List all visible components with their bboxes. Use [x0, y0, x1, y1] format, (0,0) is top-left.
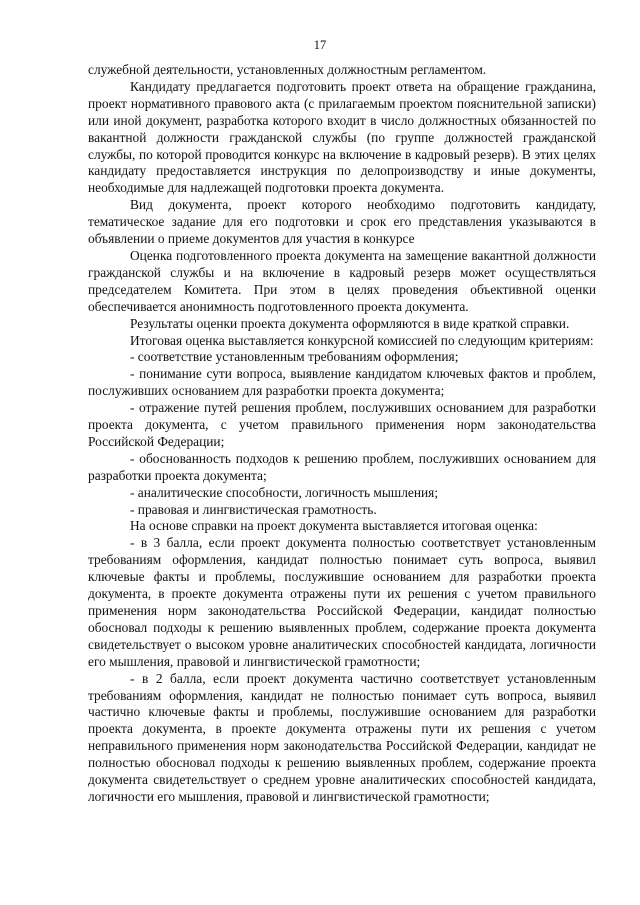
document-body [88, 62, 596, 806]
score-list-item: - в 2 балла, если проект документа частично соответствует установленным требованиям оформления, кандидат не полностью понимает суть вопроса, выявил частично ключевые факты и проблемы, послужившие основанием для разработки проекта документа, в проекте документа отражены пути их решения с учетом неправильного применения норм законодательства Российской Федерации, кандидат не полностью обосновал подходы к решению выявленных проблем, содержание проекта документа свидетельствует о среднем уровне аналитических способностей кандидата, логичности его мышления, правовой и лингвистической грамотности; [88, 670, 596, 804]
paragraph: Итоговая оценка выставляется конкурсной комиссией по следующим критериям: [130, 332, 594, 348]
criteria-list-item: - понимание сути вопроса, выявление кандидатом ключевых фактов и проблем, послуживших основанием для разработки проекта документа; [88, 366, 596, 399]
paragraph: Вид документа, проект которого необходимо подготовить кандидату, тематическое задание для его подготовки и срок его представления указываются в объявлении о приеме документов для участия в конкурсе [88, 197, 596, 247]
page-number: 17 [313, 38, 327, 52]
paragraph: На основе справки на проект документа выставляется итоговая оценка: [130, 518, 538, 534]
paragraph: Результаты оценки проекта документа оформляются в виде краткой справки. [130, 315, 570, 331]
criteria-list-item: - соответствие установленным требованиям оформления; [130, 349, 459, 365]
paragraph: служебной деятельности, установленных должностным регламентом. [88, 62, 487, 77]
criteria-list-item: - правовая и лингвистическая грамотность. [130, 501, 377, 517]
criteria-list-item: - аналитические способности, логичность мышления; [130, 484, 439, 500]
criteria-list-item: - обоснованность подходов к решению проблем, послуживших основанием для разработки проекта документа; [88, 450, 596, 483]
paragraph: Оценка подготовленного проекта документа на замещение вакантной должности гражданской службы и на включение в кадровый резерв может осуществляться председателем Комитета. При этом в целях проведения объективной оценки обеспечивается анонимность подготовленного проекта документа. [88, 247, 596, 314]
paragraph: Кандидату предлагается подготовить проект ответа на обращение гражданина, проект нормативного правового акта (с прилагаемым проектом пояснительной записки) или иной документ, разработка которого входит в число должностных обязанностей по вакантной должности гражданской службы (по группе должностей гражданской службы, по которой проводится конкурс на включение в кадровый резерв). В этих целях кандидату предоставляется инструкция по делопроизводству и иные документы, необходимые для надлежащей подготовки проекта документа. [88, 78, 596, 196]
criteria-list-item: - отражение путей решения проблем, послуживших основанием для разработки проекта документа, с учетом правильного применения норм законодательства Российской Федерации; [88, 400, 596, 449]
score-list-item: - в 3 балла, если проект документа полностью соответствует установленным требованиям оформления, кандидат полностью понимает суть вопроса, выявил ключевые факты и проблемы, послужившие основанием для разработки проекта документа, в проекте документа отражены пути их решения с учетом правильного применения норм законодательства Российской Федерации, кандидат полностью обосновал подходы к решению выявленных проблем, содержание проекта документа свидетельствует о высоком уровне аналитических способностей кандидата, логичности его мышления, правовой и лингвистической грамотности; [88, 535, 596, 669]
